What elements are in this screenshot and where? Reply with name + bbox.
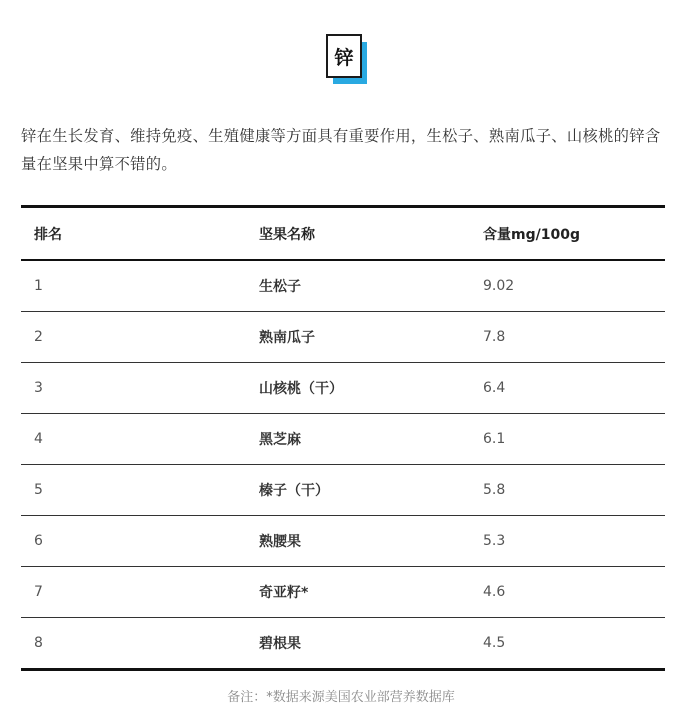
content-cell: 4.6	[470, 567, 665, 618]
nut-name-cell: 熟南瓜子	[246, 312, 470, 363]
rank-cell: 4	[21, 414, 246, 465]
content-cell: 5.3	[470, 516, 665, 567]
header-content: 含量mg/100g	[470, 207, 665, 261]
table-row	[21, 260, 665, 312]
content-cell: 4.5	[483, 635, 506, 651]
table-row	[21, 465, 665, 516]
table-row	[21, 618, 665, 670]
content-cell: 9.02	[470, 260, 665, 312]
zinc-content-table	[21, 205, 665, 671]
content-cell: 7.8	[470, 312, 665, 363]
table-row	[21, 567, 665, 618]
nut-name-cell: 奇亚籽*	[246, 567, 470, 618]
header-rank: 排名	[21, 207, 246, 261]
rank-cell: 8	[34, 635, 43, 651]
content-cell: 6.1	[470, 414, 665, 465]
content-cell: 5.8	[470, 465, 665, 516]
nut-name-cell: 山核桃（干）	[246, 363, 470, 414]
nut-name-cell: 榛子（干）	[246, 465, 470, 516]
nut-name-cell: 碧根果	[259, 636, 301, 652]
rank-cell: 2	[21, 312, 246, 363]
title-text: 锌	[334, 46, 354, 69]
table-row	[21, 516, 665, 567]
content-cell: 6.4	[470, 363, 665, 414]
rank-cell: 5	[21, 465, 246, 516]
rank-cell: 7	[21, 567, 246, 618]
table-header-row	[21, 207, 665, 261]
table-row	[21, 312, 665, 363]
section-title	[326, 34, 370, 86]
header-nut-name: 坚果名称	[246, 207, 470, 261]
rank-cell: 6	[21, 516, 246, 567]
rank-cell: 3	[21, 363, 246, 414]
intro-paragraph: 锌在生长发育、维持免疫、生殖健康等方面具有重要作用，生松子、熟南瓜子、山核桃的锌含量在坚果中算不错的。	[21, 127, 661, 173]
title-box	[326, 34, 362, 78]
table-row	[21, 363, 665, 414]
nut-name-cell: 黑芝麻	[246, 414, 470, 465]
nut-name-cell: 生松子	[246, 260, 470, 312]
rank-cell: 1	[21, 260, 246, 312]
source-note: 备注：*数据来源美国农业部营养数据库	[227, 690, 455, 705]
nut-name-cell: 熟腰果	[246, 516, 470, 567]
table-row	[21, 414, 665, 465]
